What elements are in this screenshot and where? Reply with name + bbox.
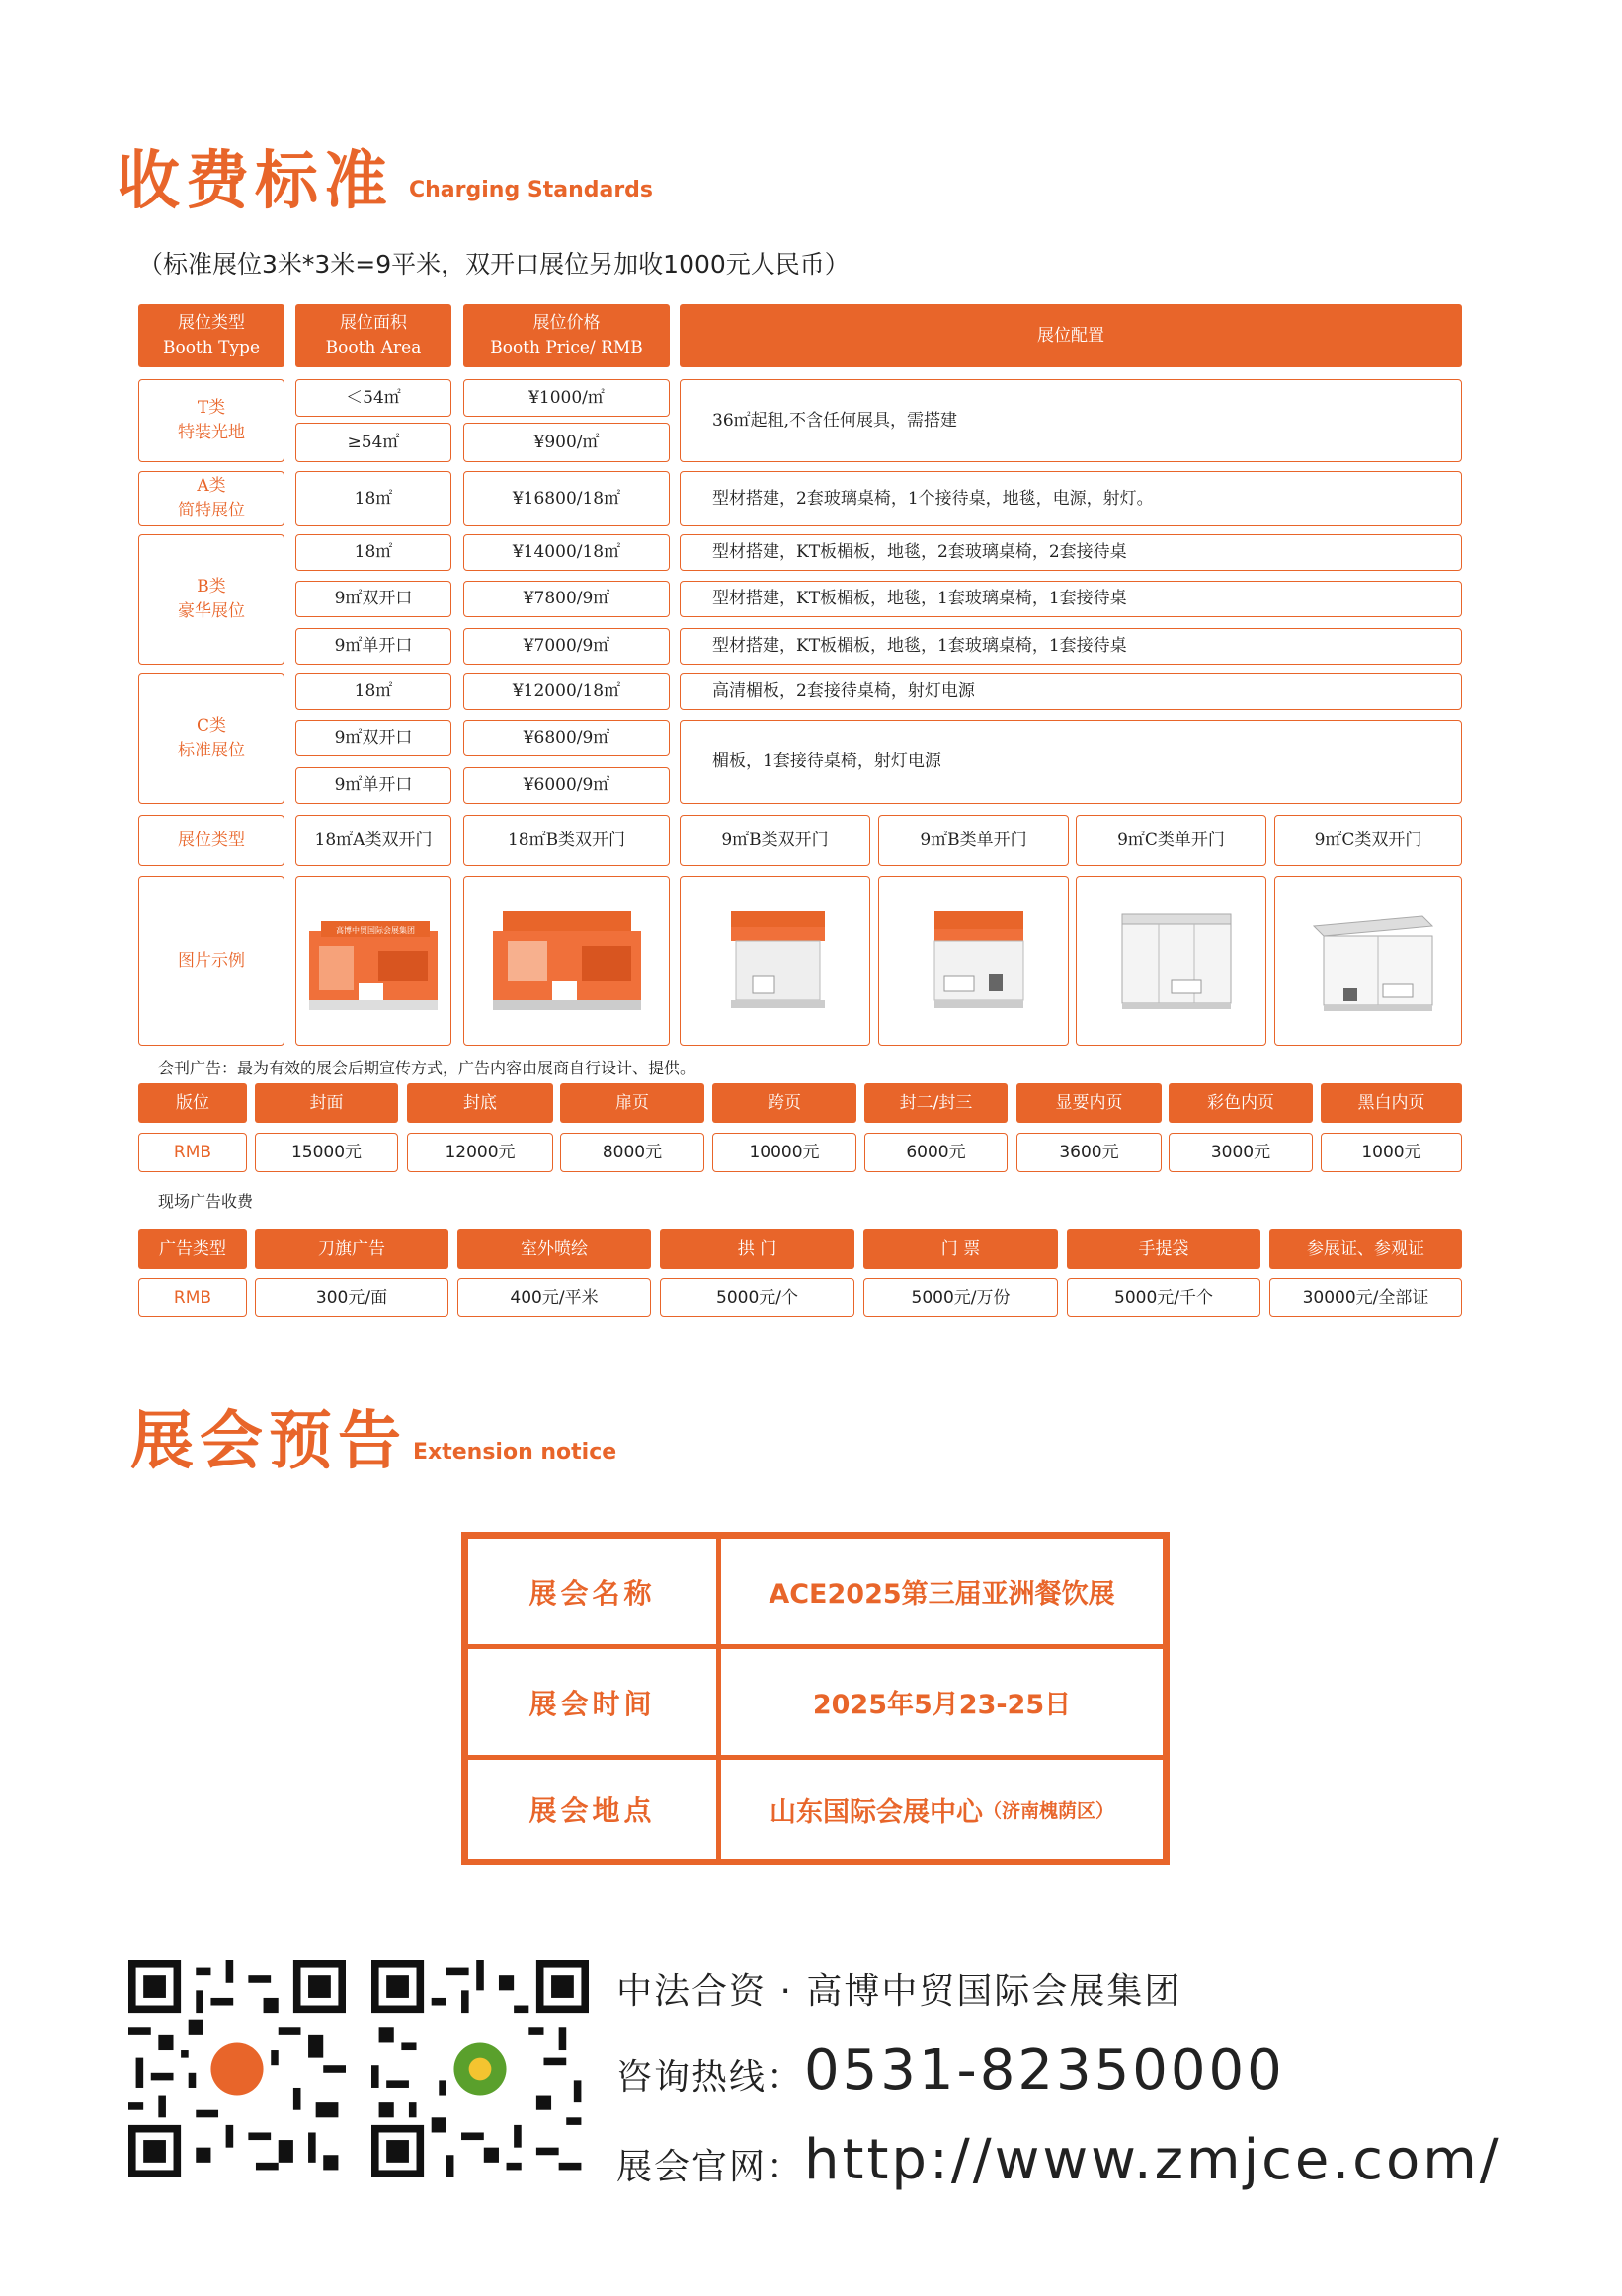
- ad-value-title-page: 8000元: [560, 1133, 704, 1172]
- booth-render-b9d: [691, 897, 859, 1025]
- onsite-value-arch: 5000元/个: [660, 1278, 854, 1317]
- booth-render-b18: [473, 897, 661, 1025]
- ad-header-back: 封底: [407, 1083, 553, 1123]
- onsite-header-badge: 参展证、参观证: [1269, 1229, 1462, 1269]
- ad-value-color: 3000元: [1169, 1133, 1313, 1172]
- a-area: 18㎡: [295, 471, 451, 526]
- b-config-3: 型材搭建，KT板楣板，地毯，1套玻璃桌椅，1套接待桌: [680, 628, 1462, 665]
- ad-header-inner-cover: 封二/封三: [864, 1083, 1008, 1123]
- hotline-line: [616, 2038, 1285, 2102]
- header-booth-config: 展位配置: [680, 304, 1462, 367]
- b-area-3: 9㎡单开口: [295, 628, 451, 665]
- ad-value-rmb: RMB: [138, 1133, 247, 1172]
- booth-render-a: [299, 902, 447, 1020]
- header-booth-type: 展位类型 Booth Type: [138, 304, 284, 367]
- ad-header-color: 彩色内页: [1169, 1083, 1313, 1123]
- b-price-3: ¥7000/9㎡: [463, 628, 670, 665]
- qr-code-right: [371, 1960, 589, 2177]
- onsite-header-flag: 刀旗广告: [255, 1229, 448, 1269]
- onsite-header-outdoor: 室外喷绘: [457, 1229, 651, 1269]
- ad-value-cover: 15000元: [255, 1133, 398, 1172]
- b-area-1: 18㎡: [295, 534, 451, 571]
- onsite-header-type: 广告类型: [138, 1229, 247, 1269]
- b-price-1: ¥14000/18㎡: [463, 534, 670, 571]
- website-url[interactable]: http://www.zmjce.com/: [804, 2128, 1501, 2192]
- onsite-value-badge: 30000元/全部证: [1269, 1278, 1462, 1317]
- notice-row-time: [468, 1649, 1163, 1760]
- t-price-1: ¥1000/㎡: [463, 379, 670, 417]
- notice-value-venue: [721, 1760, 1163, 1859]
- c-area-1: 18㎡: [295, 673, 451, 710]
- qr-code-left: [128, 1960, 346, 2177]
- booth-size-note: （标准展位3米*3米=9平米，双开口展位另加收1000元人民币）: [138, 250, 850, 278]
- company-name: 中法合资 · 高博中贸国际会展集团: [616, 1971, 1182, 2012]
- type-b-9-single: 9㎡B类单开门: [878, 815, 1069, 866]
- booth-render-c9s: [1088, 897, 1256, 1025]
- b-area-2: 9㎡双开口: [295, 581, 451, 617]
- booth-image-c-9-single: [1076, 876, 1266, 1046]
- booth-render-b9s: [890, 897, 1058, 1025]
- booth-render-c9d: [1284, 897, 1452, 1025]
- c-price-3: ¥6000/9㎡: [463, 767, 670, 804]
- b-price-2: ¥7800/9㎡: [463, 581, 670, 617]
- c-config-2: 楣板，1套接待桌椅，射灯电源: [680, 720, 1462, 804]
- c-area-3: 9㎡单开口: [295, 767, 451, 804]
- ad-value-spread: 10000元: [712, 1133, 856, 1172]
- website-label: 展会官网：: [616, 2147, 805, 2187]
- venue-district: （济南槐荫区）: [982, 1799, 1114, 1822]
- header-booth-area: 展位面积 Booth Area: [295, 304, 451, 367]
- onsite-value-rmb: RMB: [138, 1278, 247, 1317]
- onsite-value-bag: 5000元/千个: [1067, 1278, 1260, 1317]
- journal-ad-note: 会刊广告：最为有效的展会后期宣传方式，广告内容由展商自行设计、提供。: [158, 1059, 696, 1077]
- exhibition-notice-box: [461, 1532, 1170, 1865]
- header-booth-price: 展位价格 Booth Price/ RMB: [463, 304, 670, 367]
- t-area-1: ＜54㎡: [295, 379, 451, 417]
- b-config-1: 型材搭建，KT板楣板，地毯，2套玻璃桌椅，2套接待桌: [680, 534, 1462, 571]
- type-c-9-double: 9㎡C类双开门: [1274, 815, 1462, 866]
- hotline-label: 咨询热线：: [616, 2057, 805, 2098]
- onsite-ad-note: 现场广告收费: [158, 1192, 254, 1211]
- c-area-2: 9㎡双开口: [295, 720, 451, 756]
- ad-header-cover: 封面: [255, 1083, 398, 1123]
- section-subtitle-charging: Charging Standards: [409, 178, 654, 202]
- type-a-18-double: 18㎡A类双开门: [295, 815, 451, 866]
- ad-header-prominent: 显要内页: [1016, 1083, 1162, 1123]
- hotline-number: 0531-82350000: [804, 2038, 1285, 2102]
- notice-label-venue: 展会地点: [468, 1760, 721, 1859]
- booth-image-c-9-double: [1274, 876, 1462, 1046]
- booth-type-t: T类 特装光地: [138, 379, 284, 462]
- c-price-1: ¥12000/18㎡: [463, 673, 670, 710]
- section-title-notice: 展会预告: [130, 1405, 407, 1478]
- ad-header-position: 版位: [138, 1083, 247, 1123]
- t-price-2: ¥900/㎡: [463, 423, 670, 462]
- t-config: 36㎡起租,不含任何展具，需搭建: [680, 379, 1462, 462]
- ad-value-back: 12000元: [407, 1133, 553, 1172]
- type-c-9-single: 9㎡C类单开门: [1076, 815, 1266, 866]
- onsite-value-ticket: 5000元/万份: [863, 1278, 1058, 1317]
- ad-header-title-page: 扉页: [560, 1083, 704, 1123]
- ad-header-bw: 黑白内页: [1321, 1083, 1462, 1123]
- a-config: 型材搭建，2套玻璃桌椅，1个接待桌，地毯，电源，射灯。: [680, 471, 1462, 526]
- a-price: ¥16800/18㎡: [463, 471, 670, 526]
- booth-type-label: 展位类型: [138, 815, 284, 866]
- venue-name: 山东国际会展中心: [769, 1796, 983, 1828]
- booth-type-a: A类 简特展位: [138, 471, 284, 526]
- notice-row-venue: [468, 1760, 1163, 1859]
- c-config-1: 高清楣板，2套接待桌椅，射灯电源: [680, 673, 1462, 710]
- notice-value-name: ACE2025第三届亚洲餐饮展: [769, 1579, 1115, 1610]
- booth-type-c: C类 标准展位: [138, 673, 284, 804]
- onsite-header-ticket: 门 票: [863, 1229, 1058, 1269]
- ad-value-inner-cover: 6000元: [864, 1133, 1008, 1172]
- section-subtitle-notice: Extension notice: [413, 1440, 617, 1465]
- website-line: [616, 2128, 1501, 2192]
- ad-value-bw: 1000元: [1321, 1133, 1462, 1172]
- notice-row-name: [468, 1539, 1163, 1649]
- c-price-2: ¥6800/9㎡: [463, 720, 670, 756]
- type-b-9-double: 9㎡B类双开门: [680, 815, 870, 866]
- booth-sign-text: 高博中贸国际会展集团: [336, 926, 415, 935]
- ad-value-prominent: 3600元: [1016, 1133, 1162, 1172]
- section-title-charging: 收费标准: [117, 145, 393, 218]
- booth-image-b-18-double: [463, 876, 670, 1046]
- notice-value-time: 2025年5月23-25日: [812, 1690, 1072, 1720]
- ad-header-spread: 跨页: [712, 1083, 856, 1123]
- onsite-value-flag: 300元/面: [255, 1278, 448, 1317]
- booth-image-a-18-double: [295, 876, 451, 1046]
- onsite-header-bag: 手提袋: [1067, 1229, 1260, 1269]
- type-b-18-double: 18㎡B类双开门: [463, 815, 670, 866]
- booth-image-b-9-single: [878, 876, 1069, 1046]
- onsite-value-outdoor: 400元/平米: [457, 1278, 651, 1317]
- b-config-2: 型材搭建，KT板楣板，地毯，1套玻璃桌椅，1套接待桌: [680, 581, 1462, 617]
- notice-label-time: 展会时间: [468, 1649, 721, 1755]
- notice-label-name: 展会名称: [468, 1539, 721, 1644]
- onsite-header-arch: 拱 门: [660, 1229, 854, 1269]
- image-example-label: 图片示例: [138, 876, 284, 1046]
- booth-image-b-9-double: [680, 876, 870, 1046]
- t-area-2: ≥54㎡: [295, 423, 451, 462]
- booth-type-b: B类 豪华展位: [138, 534, 284, 665]
